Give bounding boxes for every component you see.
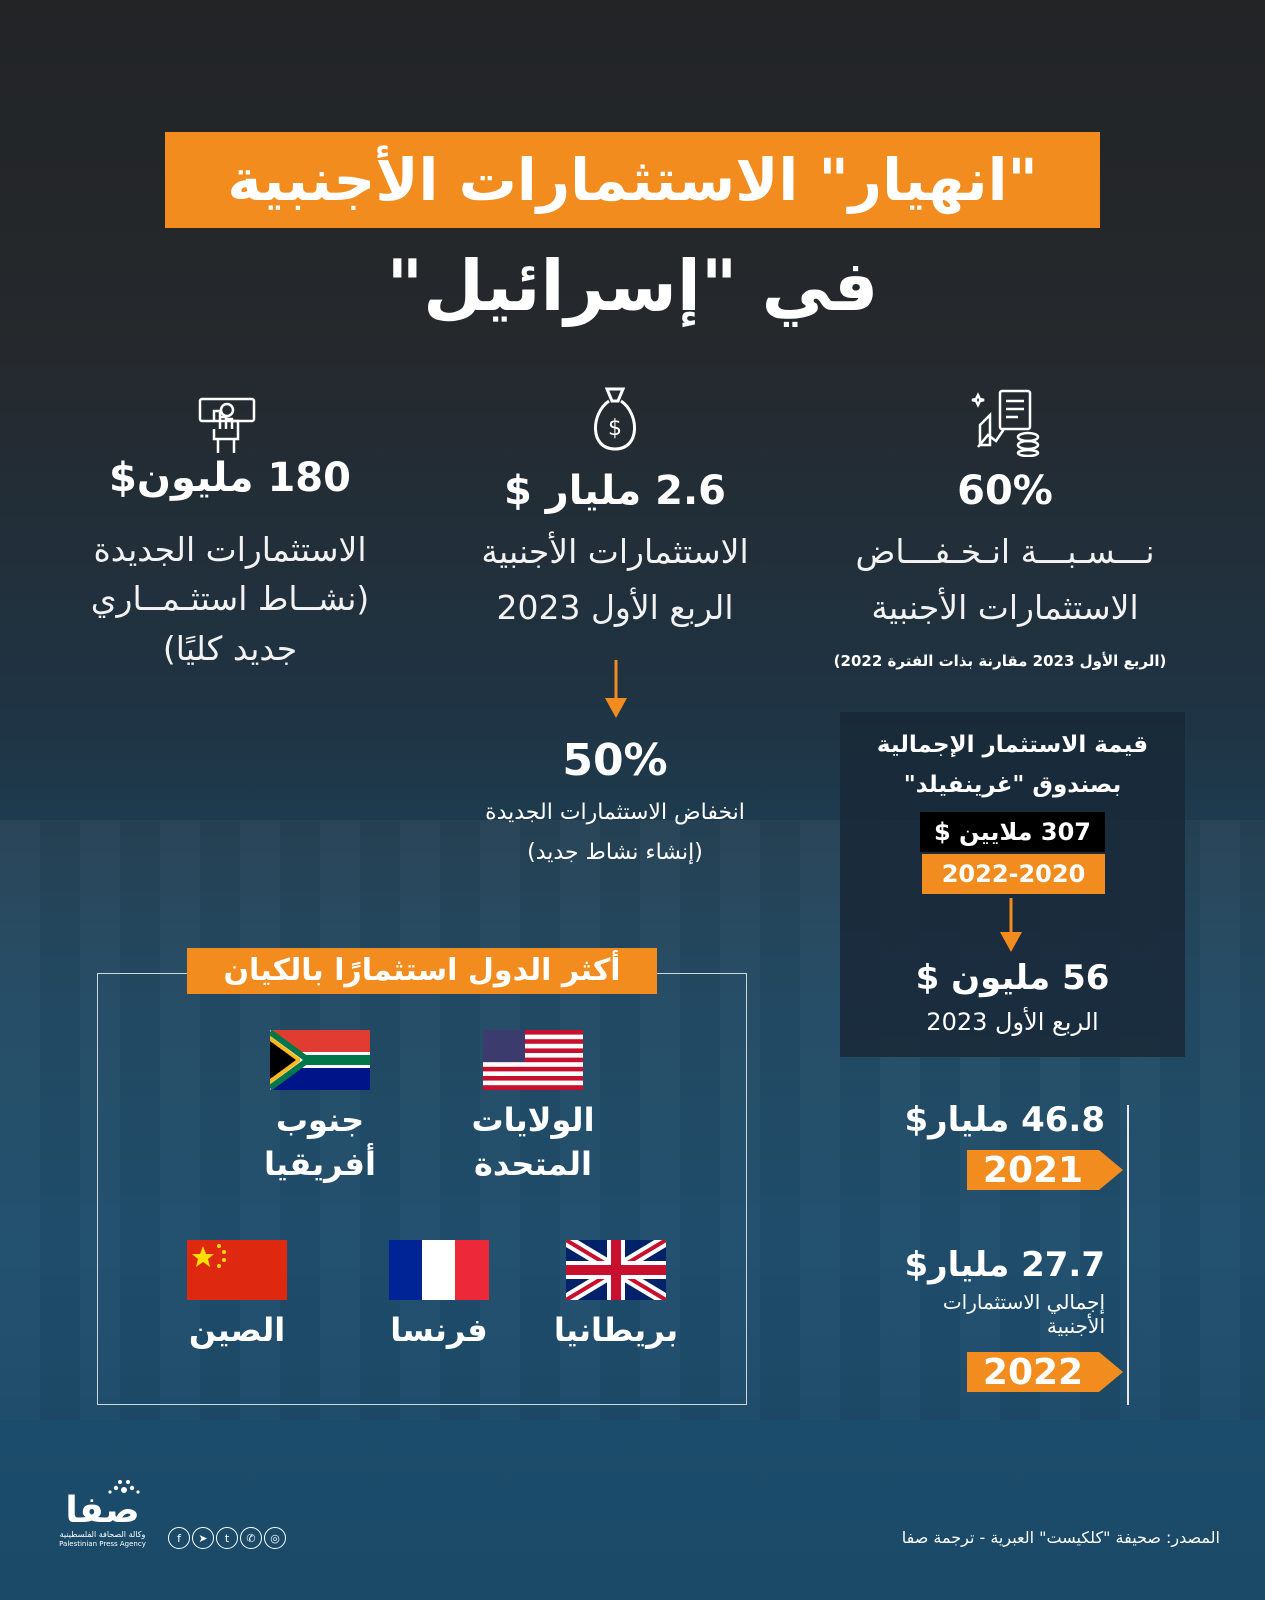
new-investment-label-1: الاستثمارات الجديدة [93, 530, 367, 569]
greenfield-q1-label: الربع الأول 2023 [926, 1008, 1099, 1036]
usa-flag-icon [483, 1030, 583, 1090]
safa-logo [50, 1478, 160, 1548]
telegram-icon[interactable]: ➤ [192, 1527, 214, 1549]
money-bag-icon [585, 383, 645, 455]
investment-chart-icon [970, 385, 1042, 457]
greenfield-title-1: قيمة الاستثمار الإجمالية [876, 732, 1149, 758]
france-flag-icon [389, 1240, 489, 1300]
foreign-investment-label-2: الربع الأول 2023 [496, 588, 734, 627]
logo-wordmark: صفا [65, 1490, 140, 1531]
foreign-investment-drop-label-2: الاستثمارات الأجنبية [871, 588, 1139, 627]
timeline-2021-year: 2021 [967, 1150, 1099, 1190]
instagram-icon[interactable]: ◎ [264, 1527, 286, 1549]
new-investment-value: 180 مليون$ [109, 455, 351, 501]
country-usa: الولايات المتحدة [471, 1101, 595, 1183]
greenfield-down-arrow-icon [998, 898, 1024, 954]
country-france: فرنسا [390, 1311, 488, 1349]
new-investments-drop-percent: 50% [562, 735, 668, 786]
china-flag-icon [187, 1240, 287, 1300]
agency-name-en: Palestinian Press Agency [59, 1540, 146, 1548]
country-south-africa: جنوب أفريقيا [264, 1101, 376, 1183]
greenfield-title-2: بصندوق "غرينفيلد" [903, 772, 1122, 798]
down-arrow-icon [603, 660, 629, 720]
country-china: الصين [188, 1311, 286, 1349]
agency-name-ar: وكالة الصحافة الفلسطينية [59, 1530, 146, 1539]
foreign-investment-drop-percent: 60% [957, 468, 1053, 514]
main-title-line2: في "إسرائيل" [386, 245, 879, 327]
greenfield-period: 2022-2020 [922, 854, 1105, 894]
timeline-line [1127, 1105, 1129, 1405]
uk-flag-icon [566, 1240, 666, 1300]
new-investment-label-2: (نشــاط استثـمــاري [90, 579, 370, 618]
hand-money-icon [196, 395, 258, 455]
greenfield-q1-value: 56 مليون $ [915, 958, 1110, 998]
timeline-2022-label-2: الأجنبية [1046, 1314, 1105, 1338]
country-uk: بريطانيا [553, 1311, 679, 1349]
countries-heading: أكثر الدول استثمارًا بالكيان [187, 948, 657, 994]
foreign-investment-drop-note: (الربع الأول 2023 مقارنة بذات الفترة 2022) [833, 652, 1167, 670]
new-investments-drop-label-1: انخفاض الاستثمارات الجديدة [485, 800, 745, 825]
svg-text:$: $ [608, 416, 622, 441]
foreign-investment-label-1: الاستثمارات الأجنبية [481, 532, 749, 571]
timeline-2022-year: 2022 [967, 1352, 1099, 1392]
source-text: المصدر: صحيفة "كلكيست" العبرية - ترجمة صفا [901, 1528, 1220, 1547]
new-investment-label-3: جديد كليًا) [162, 629, 298, 668]
timeline-2021-value: 46.8 مليار$ [904, 1100, 1105, 1140]
whatsapp-icon[interactable]: ✆ [240, 1527, 262, 1549]
main-title-line1: "انهيار" الاستثمارات الأجنبية [165, 132, 1100, 228]
south-africa-flag-icon [270, 1030, 370, 1090]
new-investments-drop-label-2: (إنشاء نشاط جديد) [527, 840, 703, 865]
twitter-icon[interactable]: t [216, 1527, 238, 1549]
foreign-investment-value: 2.6 مليار $ [503, 468, 726, 514]
timeline-2022-label-1: إجمالي الاستثمارات [942, 1290, 1105, 1314]
greenfield-amount: 307 ملايين $ [920, 812, 1105, 852]
facebook-icon[interactable]: f [168, 1527, 190, 1549]
foreign-investment-drop-label-1: نـــسـبـــة انـخـفـــاض [855, 532, 1155, 571]
timeline-2022-value: 27.7 مليار$ [904, 1245, 1105, 1285]
